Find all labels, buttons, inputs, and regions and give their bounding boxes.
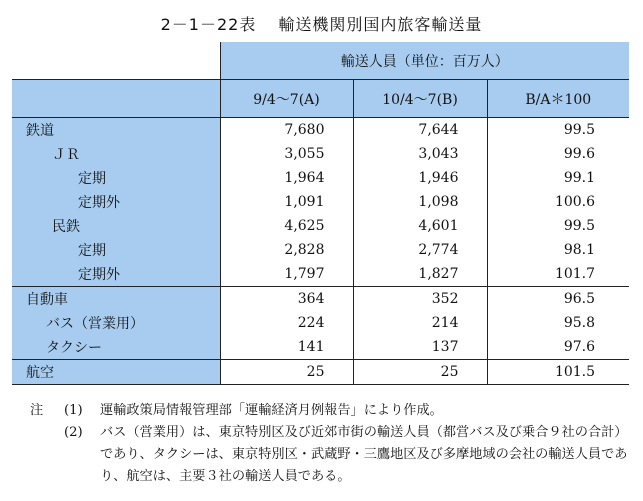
row-label: 定期	[12, 238, 220, 262]
value-a: 141	[220, 335, 353, 360]
row-label: ＪＲ	[12, 142, 220, 166]
value-ratio: 101.5	[487, 360, 629, 385]
value-ratio: 95.8	[487, 311, 629, 335]
value-a: 7,680	[220, 118, 353, 143]
value-b: 1,946	[353, 166, 487, 190]
value-ratio: 99.1	[487, 166, 629, 190]
passenger-transport-table	[12, 42, 629, 385]
table-number: 2－1－22表	[160, 15, 257, 34]
note-label: 注	[30, 403, 44, 418]
value-ratio: 98.1	[487, 238, 629, 262]
row-label: タクシー	[12, 335, 220, 360]
value-b: 214	[353, 311, 487, 335]
value-b: 137	[353, 335, 487, 360]
value-ratio: 99.5	[487, 118, 629, 143]
row-label: 自動車	[12, 287, 220, 312]
note-text: 運輸政策局情報管理部「運輸経済月例報告」により作成。	[100, 403, 443, 418]
table-row	[12, 118, 629, 143]
row-label: 航空	[12, 360, 220, 385]
column-header-b: 10/4～7(B)	[353, 80, 487, 118]
value-ratio: 99.6	[487, 142, 629, 166]
value-b: 2,774	[353, 238, 487, 262]
table-row	[12, 238, 629, 262]
value-b: 25	[353, 360, 487, 385]
table-caption: 輸送機関別国内旅客輸送量	[278, 15, 483, 34]
value-a: 25	[220, 360, 353, 385]
table-body	[12, 118, 629, 385]
value-a: 224	[220, 311, 353, 335]
value-b: 1,098	[353, 190, 487, 214]
table-row	[12, 142, 629, 166]
notes	[30, 400, 630, 488]
note-text: バス（営業用）は、東京特別区及び近郊市街の輸送人員（都営バス及び乗合９社の合計）であり、タクシーは、東京特別区・武蔵野・三鷹地区及び多摩地域の会社の輸送人員であり、航空は、主要３社の輸送人員である。	[100, 425, 628, 484]
table-title	[0, 12, 643, 35]
value-a: 1,964	[220, 166, 353, 190]
value-a: 364	[220, 287, 353, 312]
table-row	[12, 360, 629, 385]
value-ratio: 97.6	[487, 335, 629, 360]
value-ratio: 96.5	[487, 287, 629, 312]
header-corner-shaded	[12, 80, 220, 118]
value-b: 4,601	[353, 214, 487, 238]
table-row	[12, 262, 629, 287]
value-b: 352	[353, 287, 487, 312]
row-label: バス（営業用）	[12, 311, 220, 335]
value-a: 4,625	[220, 214, 353, 238]
note-2	[30, 422, 630, 488]
row-label: 定期外	[12, 262, 220, 287]
table-row	[12, 190, 629, 214]
note-number: (1)	[64, 403, 83, 418]
row-label: 定期	[12, 166, 220, 190]
value-ratio: 101.7	[487, 262, 629, 287]
table-row	[12, 214, 629, 238]
value-a: 2,828	[220, 238, 353, 262]
table-row	[12, 287, 629, 312]
row-label: 民鉄	[12, 214, 220, 238]
value-a: 1,091	[220, 190, 353, 214]
value-ratio: 99.5	[487, 214, 629, 238]
row-label: 鉄道	[12, 118, 220, 143]
column-header-ratio: B/A＊100	[487, 80, 629, 118]
header-corner	[12, 42, 220, 80]
note-number: (2)	[64, 425, 83, 440]
value-b: 7,644	[353, 118, 487, 143]
value-b: 1,827	[353, 262, 487, 287]
value-a: 3,055	[220, 142, 353, 166]
value-b: 3,043	[353, 142, 487, 166]
note-1	[30, 400, 630, 422]
row-label: 定期外	[12, 190, 220, 214]
unit-header: 輸送人員（単位：百万人）	[220, 42, 629, 80]
column-header-a: 9/4～7(A)	[220, 80, 353, 118]
table-row	[12, 311, 629, 335]
value-ratio: 100.6	[487, 190, 629, 214]
table-row	[12, 335, 629, 360]
table-row	[12, 166, 629, 190]
value-a: 1,797	[220, 262, 353, 287]
